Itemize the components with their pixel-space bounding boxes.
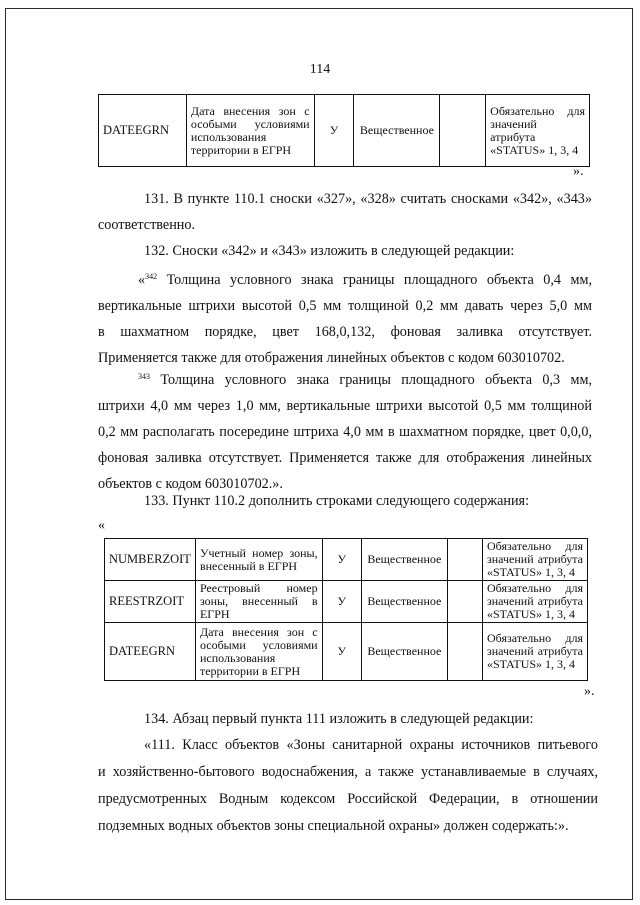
paragraph-111: «111. Класс объектов «Зоны санитарной охраны источников питьевого и хозяйственно-бытового водоснабжения, а также устанавливаемые в случаях, предусмотренных Водным кодексом Российской Федерации, в отношении подземных водных объектов зоны специальной охраны» должен содержать:». [98,737,598,834]
attr-note: Обязательно для значений атрибута «STATUS» 1, 3, 4 [486,95,590,167]
attr-extra [447,623,482,681]
table-row [99,95,590,167]
attr-requirement: У [322,623,361,681]
attr-code: DATEEGRN [99,95,187,167]
attribute-table-2 [104,538,588,681]
attr-requirement: У [322,539,361,581]
attribute-table-1 [98,94,590,167]
paragraph-132: 132. Сноски «342» и «343» изложить в следующей редакции: [144,243,515,259]
table-row [105,623,588,681]
attr-code: DATEEGRN [105,623,196,681]
attr-extra [447,539,482,581]
open-quote: « [98,518,105,533]
attr-requirement: У [314,95,354,167]
attr-type: Вещественное [361,581,447,623]
table2-end-mark: ». [584,684,595,699]
attr-type: Вещественное [354,95,440,167]
attr-description: Дата внесения зон с особыми условиями использования территории в ЕГРН [186,95,314,167]
attr-code: NUMBERZOIT [105,539,196,581]
attr-note: Обязательно для значений атрибута «STATUS» 1, 3, 4 [482,581,587,623]
paragraph-134: 134. Абзац первый пункта 111 изложить в следующей редакции: [144,711,534,727]
attr-type: Вещественное [361,539,447,581]
attr-description: Учетный номер зоны, внесенный в ЕГРН [195,539,322,581]
attr-description: Дата внесения зон с особыми условиями использования территории в ЕГРН [195,623,322,681]
attr-note: Обязательно для значений атрибута «STATUS» 1, 3, 4 [482,539,587,581]
attr-description: Реестровый номер зоны, внесенный в ЕГРН [195,581,322,623]
footnote-343: $^{343}$ Толщина условного знака границы площадного объекта 0,3 мм, штрихи 4,0 мм через 1,0 мм, вертикальные штрихи высотой 0,5 мм толщиной 0,2 мм располагать посередине штриха 4,0 мм в шахматном порядке, цвет 0,0,0, фоновая заливка отсутствует. Применяется также для отображения линейных объектов с кодом 603010702.». [98,372,592,492]
page-number: 114 [309,62,331,77]
attr-code: REESTRZOIT [105,581,196,623]
paragraph-133: 133. Пункт 110.2 дополнить строками следующего содержания: [144,493,530,509]
attr-note: Обязательно для значений атрибута «STATUS» 1, 3, 4 [482,623,587,681]
attr-type: Вещественное [361,623,447,681]
attr-extra [447,581,482,623]
table1-end-mark: ». [573,164,584,179]
paragraph-131: 131. В пункте 110.1 сноски «327», «328» считать сносками «342», «343» соответственно. [98,191,592,233]
attr-extra [440,95,486,167]
table-row [105,539,588,581]
footnote-342: «$^{342}$ Толщина условного знака границы площадного объекта 0,4 мм, вертикальные штрихи высотой 0,5 мм толщиной 0,2 мм давать через 5,0 мм в шахматном порядке, цвет 168,0,132, фоновая заливка отсутствует. Применяется также для отображения линейных объектов с кодом 603010702. [98,272,592,366]
attr-requirement: У [322,581,361,623]
table-row [105,581,588,623]
